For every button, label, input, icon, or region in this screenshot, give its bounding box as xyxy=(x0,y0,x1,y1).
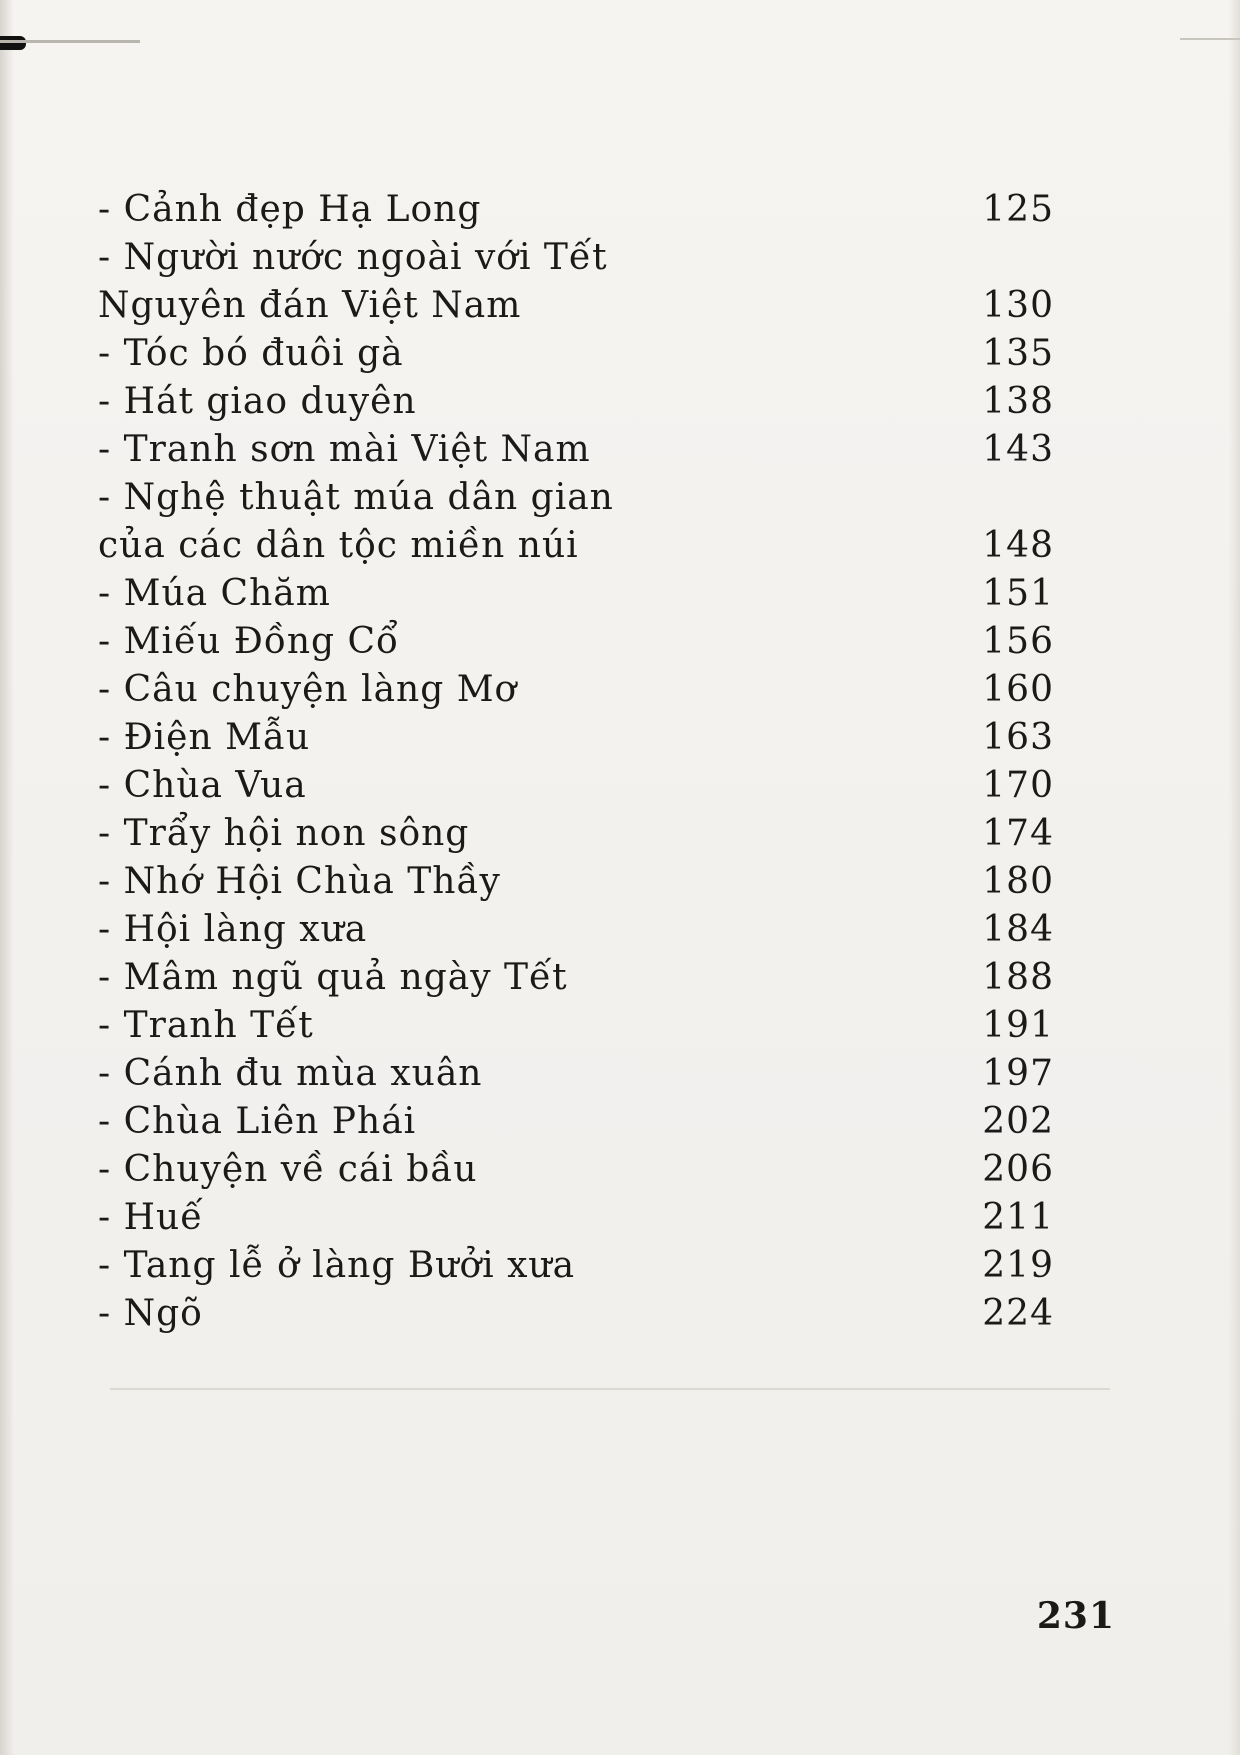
toc-entry-page-number: 180 xyxy=(982,861,1054,902)
toc-entry xyxy=(98,906,1058,954)
toc-entry xyxy=(98,234,1058,330)
scan-edge-line-right xyxy=(1180,38,1240,40)
page-edge-shadow xyxy=(1228,0,1240,1755)
toc-entry-title: - Nhớ Hội Chùa Thầy xyxy=(98,861,501,902)
toc-entry-page-number: 143 xyxy=(982,429,1054,470)
toc-entry-title: - Tóc bó đuôi gà xyxy=(98,333,404,374)
toc-entry xyxy=(98,618,1058,666)
toc-entry-page-number: 163 xyxy=(982,717,1054,758)
toc-entry xyxy=(98,1194,1058,1242)
toc-entry-title: - Cảnh đẹp Hạ Long xyxy=(98,189,482,230)
toc-entry-title: - Chuyện về cái bầu xyxy=(98,1149,478,1190)
toc-entry xyxy=(98,1242,1058,1290)
toc-entry-title: - Người nước ngoài với Tết Nguyên đán Việt Nam xyxy=(98,237,608,326)
toc-entry-page-number: 151 xyxy=(982,573,1054,614)
toc-entry-page-number: 170 xyxy=(982,765,1054,806)
toc-entry xyxy=(98,810,1058,858)
page-number: 231 xyxy=(1036,1595,1115,1637)
toc-entry xyxy=(98,570,1058,618)
toc-entry-page-number: 197 xyxy=(982,1053,1054,1094)
toc-entry-title: - Múa Chăm xyxy=(98,573,331,614)
toc-entry-page-number: 148 xyxy=(982,525,1054,566)
toc-entry-page-number: 135 xyxy=(982,333,1054,374)
toc-entry xyxy=(98,714,1058,762)
toc-entry-page-number: 219 xyxy=(982,1245,1054,1286)
toc-entry-title: - Hát giao duyên xyxy=(98,381,417,422)
toc-entry-page-number: 174 xyxy=(982,813,1054,854)
toc-entry-title: - Miếu Đồng Cổ xyxy=(98,621,400,662)
toc-entry-title: - Tang lễ ở làng Bưởi xưa xyxy=(98,1245,576,1286)
toc-entry-page-number: 224 xyxy=(982,1293,1054,1334)
toc-entry-page-number: 191 xyxy=(982,1005,1054,1046)
toc-entry xyxy=(98,1098,1058,1146)
toc-entry xyxy=(98,762,1058,810)
page-gutter-shadow xyxy=(0,0,14,1755)
toc-entry-title: - Ngõ xyxy=(98,1293,203,1334)
toc-entry xyxy=(98,1146,1058,1194)
toc-entry-page-number: 211 xyxy=(982,1197,1054,1238)
toc-entry-title: - Điện Mẫu xyxy=(98,717,311,758)
toc-entry xyxy=(98,474,1058,570)
toc-entry-title: - Nghệ thuật múa dân gian của các dân tộc miền núi xyxy=(98,477,614,566)
toc-entry-page-number: 130 xyxy=(982,285,1054,326)
bleed-through-divider xyxy=(110,1388,1110,1390)
toc-entry-page-number: 125 xyxy=(982,189,1054,230)
toc-entry-page-number: 202 xyxy=(982,1101,1054,1142)
toc-entry-page-number: 184 xyxy=(982,909,1054,950)
toc-entry xyxy=(98,1050,1058,1098)
toc-entry-title: - Trẩy hội non sông xyxy=(98,813,470,854)
toc-entry-title: - Cánh đu mùa xuân xyxy=(98,1053,483,1094)
toc-entry-title: - Huế xyxy=(98,1197,204,1238)
toc-entry-title: - Hội làng xưa xyxy=(98,909,368,950)
toc-entry xyxy=(98,186,1058,234)
toc-entry-page-number: 160 xyxy=(982,669,1054,710)
toc-entry xyxy=(98,330,1058,378)
toc-entry xyxy=(98,1002,1058,1050)
toc-entry xyxy=(98,858,1058,906)
scan-edge-mark xyxy=(0,36,26,50)
toc-entry xyxy=(98,954,1058,1002)
table-of-contents xyxy=(98,186,1058,1338)
toc-entry xyxy=(98,378,1058,426)
toc-entry-page-number: 188 xyxy=(982,957,1054,998)
toc-entry xyxy=(98,1290,1058,1338)
scan-edge-line xyxy=(0,40,140,43)
toc-entry-title: - Chùa Vua xyxy=(98,765,307,806)
toc-entry-title: - Tranh Tết xyxy=(98,1005,314,1046)
toc-entry-page-number: 206 xyxy=(982,1149,1054,1190)
toc-entry-title: - Câu chuyện làng Mơ xyxy=(98,669,518,710)
toc-entry-title: - Tranh sơn mài Việt Nam xyxy=(98,429,591,470)
toc-entry-title: - Mâm ngũ quả ngày Tết xyxy=(98,957,568,998)
toc-entry xyxy=(98,666,1058,714)
toc-entry-page-number: 156 xyxy=(982,621,1054,662)
toc-entry xyxy=(98,426,1058,474)
toc-entry-title: - Chùa Liên Phái xyxy=(98,1101,417,1142)
toc-entry-page-number: 138 xyxy=(982,381,1054,422)
